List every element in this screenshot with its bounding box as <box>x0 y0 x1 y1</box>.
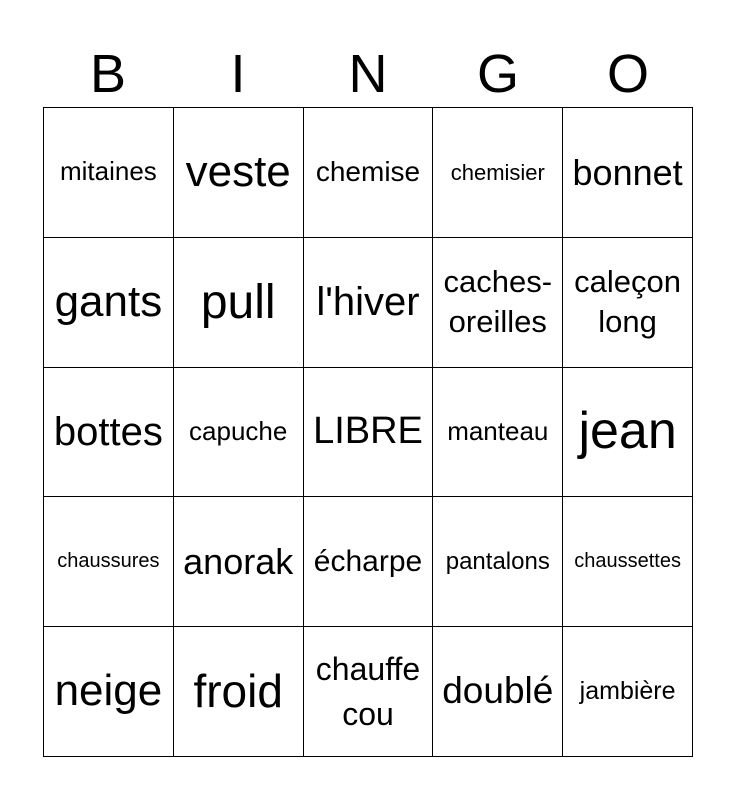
header-letter-i: I <box>230 44 246 104</box>
bingo-cell[interactable]: manteau <box>433 368 563 498</box>
free-space-cell[interactable]: LIBRE <box>304 368 434 498</box>
bingo-cell[interactable]: écharpe <box>304 497 434 627</box>
bingo-cell[interactable]: capuche <box>174 368 304 498</box>
bingo-grid <box>43 107 693 757</box>
bingo-cell[interactable]: froid <box>174 627 304 757</box>
bingo-cell[interactable]: chemisier <box>433 108 563 238</box>
bingo-cell[interactable]: chemise <box>304 108 434 238</box>
header-letter-g: G <box>476 44 519 104</box>
bingo-cell[interactable]: veste <box>174 108 304 238</box>
bingo-cell[interactable]: gants <box>44 238 174 368</box>
bingo-cell[interactable]: l'hiver <box>304 238 434 368</box>
bingo-cell[interactable]: bonnet <box>563 108 693 238</box>
bingo-cell[interactable]: jambière <box>563 627 693 757</box>
bingo-cell[interactable]: chaussures <box>44 497 174 627</box>
bingo-cell[interactable]: doublé <box>433 627 563 757</box>
bingo-cell[interactable]: chaussettes <box>563 497 693 627</box>
bingo-cell[interactable]: pull <box>174 238 304 368</box>
bingo-cell[interactable]: anorak <box>174 497 304 627</box>
bingo-header <box>43 42 693 106</box>
header-letter-n: N <box>348 44 388 104</box>
header-letter-o: O <box>606 44 649 104</box>
bingo-cell[interactable]: caleçon long <box>563 238 693 368</box>
bingo-cell[interactable]: jean <box>563 368 693 498</box>
bingo-cell[interactable]: pantalons <box>433 497 563 627</box>
bingo-cell[interactable]: bottes <box>44 368 174 498</box>
bingo-cell[interactable]: mitaines <box>44 108 174 238</box>
bingo-cell[interactable]: neige <box>44 627 174 757</box>
header-letter-b: B <box>89 44 127 104</box>
bingo-cell[interactable]: caches-oreilles <box>433 238 563 368</box>
bingo-cell[interactable]: chauffe cou <box>304 627 434 757</box>
